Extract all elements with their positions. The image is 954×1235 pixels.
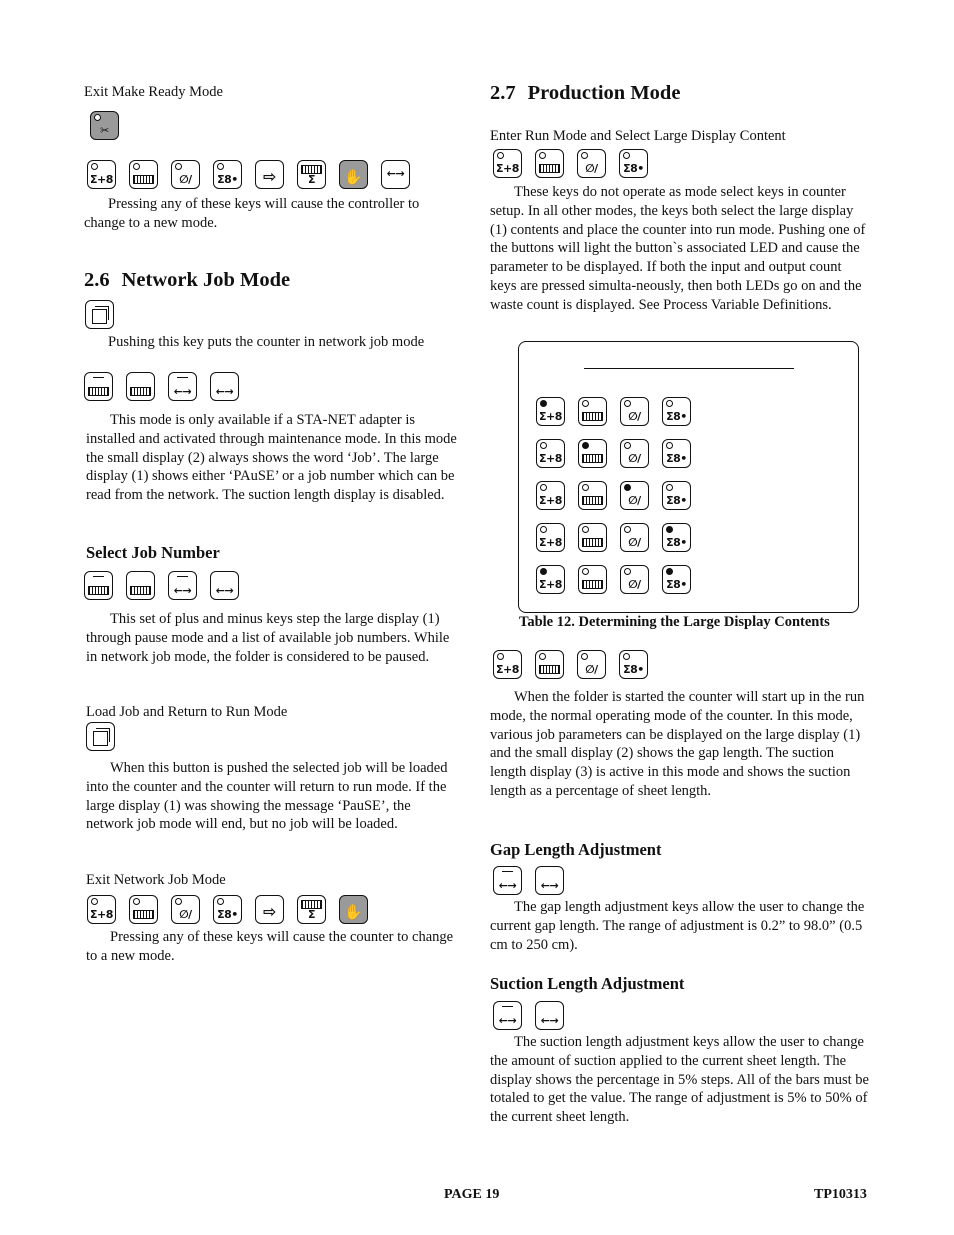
left-right-arrows-icon: ←→ — [386, 167, 405, 180]
slash-icon: ∅/ — [179, 173, 192, 186]
bars-icon — [130, 387, 151, 396]
bars-icon — [582, 496, 603, 505]
output-count-key[interactable] — [619, 149, 648, 178]
led-table-row — [536, 481, 691, 510]
sum-plus-8-icon: Σ+8 — [496, 663, 519, 676]
sum-plus-8-icon: Σ+8 — [539, 410, 562, 423]
bars-icon — [88, 586, 109, 595]
led-on-icon — [540, 568, 547, 575]
gap-keys — [493, 866, 564, 895]
network-plus-minus-keys — [84, 372, 239, 401]
section-number: 2.6 — [84, 269, 110, 291]
gap-minus-key[interactable] — [493, 866, 522, 895]
suction-para: The suction length adjustment keys allow the user to change the amount of suction applied to the current sheet length. The display shows the percentage in 5% steps. All of the bars must be totaled to get the value. The range of adjustment is 5% to 50% of the current sheet length. — [490, 1034, 869, 1126]
count-key — [578, 481, 607, 510]
sum-plus-8-icon: Σ+8 — [90, 173, 113, 186]
suction-minus-key[interactable] — [493, 1001, 522, 1030]
sigma-icon: Σ — [307, 173, 315, 186]
input-count-key — [536, 439, 565, 468]
table-caption: Table 12. Determining the Large Display Contents — [519, 614, 830, 630]
total-key[interactable] — [297, 895, 326, 924]
input-count-key[interactable] — [87, 160, 116, 189]
production-keys-bottom — [493, 650, 648, 679]
sum-8-arrow-icon: Σ8• — [666, 536, 687, 549]
network-job-key[interactable] — [85, 300, 114, 329]
rate-key[interactable] — [577, 149, 606, 178]
page-number: PAGE 19 — [444, 1187, 500, 1202]
gap-plus-key[interactable] — [535, 866, 564, 895]
section-2-7-heading — [490, 82, 680, 105]
count-key — [578, 523, 607, 552]
select-job-keys — [84, 571, 239, 600]
led-off-icon — [582, 484, 589, 491]
output-count-key — [662, 481, 691, 510]
led-table-row — [536, 565, 691, 594]
exit-network-heading: Exit Network Job Mode — [86, 872, 226, 888]
led-table-row — [536, 523, 691, 552]
bars-icon — [130, 586, 151, 595]
led-off-icon — [666, 484, 673, 491]
led-table-row — [536, 397, 691, 426]
network-key-row — [85, 300, 114, 329]
bars-icon — [582, 580, 603, 589]
input-count-key[interactable] — [493, 650, 522, 679]
gap-plus-key[interactable] — [210, 372, 239, 401]
hand-icon: ✋ — [344, 903, 363, 921]
sum-8-arrow-icon: Σ8• — [666, 452, 687, 465]
gap-minus-key[interactable] — [168, 571, 197, 600]
exit-make-ready-label: Exit Make Ready Mode — [84, 84, 223, 100]
rate-key — [620, 439, 649, 468]
sum-8-arrow-icon: Σ8• — [666, 494, 687, 507]
rate-key — [620, 523, 649, 552]
network-icon — [93, 731, 108, 746]
hand-icon: ✋ — [344, 168, 363, 186]
slash-icon: ∅/ — [628, 452, 641, 465]
suction-heading: Suction Length Adjustment — [490, 974, 685, 993]
led-table-row — [536, 439, 691, 468]
rate-key[interactable] — [171, 895, 200, 924]
slash-icon: ∅/ — [628, 578, 641, 591]
count-key[interactable] — [129, 895, 158, 924]
sum-plus-8-icon: Σ+8 — [539, 536, 562, 549]
load-job-key-row — [86, 722, 115, 751]
count-key — [578, 397, 607, 426]
led-off-icon — [582, 526, 589, 533]
sum-8-arrow-icon: Σ8• — [666, 578, 687, 591]
gap-heading: Gap Length Adjustment — [490, 840, 662, 859]
bars-icon — [133, 910, 154, 919]
production-keys-top — [493, 149, 648, 178]
output-count-key — [662, 565, 691, 594]
sum-8-arrow-icon: Σ8• — [217, 173, 238, 186]
load-job-para: When this button is pushed the selected job will be loaded into the counter and the counter will return to run mode. If the large display (1) was showing the message ‘PauSE’, the network job mode will end, but no job will be loaded. — [86, 760, 448, 833]
slash-icon: ∅/ — [628, 536, 641, 549]
sum-plus-8-icon: Σ+8 — [539, 578, 562, 591]
sum-plus-8-icon: Σ+8 — [90, 908, 113, 921]
gap-para: The gap length adjustment keys allow the user to change the current gap length. The range of adjustment is 0.2” to 98.0” (0.5 cm to 250 cm). — [490, 899, 865, 953]
output-count-key[interactable] — [619, 650, 648, 679]
bars-icon — [582, 412, 603, 421]
rate-key — [620, 565, 649, 594]
slash-icon: ∅/ — [179, 908, 192, 921]
production-para: These keys do not operate as mode select keys in counter setup. In all other modes, the keys both select the large display (1) contents and place the counter into run mode. Pushing one of the buttons will light the button`s associated LED and cause the parameter to be displayed. If both the input and output count keys are pressed simulta-neously, then both LEDs go on and the waste count is displayed. See Process Variable Definitions. — [490, 184, 866, 313]
slash-icon: ∅/ — [628, 410, 641, 423]
load-job-heading: Load Job and Return to Run Mode — [86, 704, 288, 720]
select-job-para: This set of plus and minus keys step the large display (1) through pause mode and a list of available job numbers. While in network job mode, the folder is considered to be paused. — [86, 611, 450, 665]
exit-make-ready-keys — [87, 160, 410, 189]
rate-key — [620, 481, 649, 510]
led-off-icon — [540, 484, 547, 491]
minus-key[interactable] — [84, 571, 113, 600]
gap-icon: ←→ — [540, 879, 559, 892]
led-off-icon — [624, 442, 631, 449]
led-on-icon — [540, 400, 547, 407]
led-off-icon — [582, 568, 589, 575]
production-para-2: When the folder is started the counter will start up in the run mode, the normal operating mode of the counter. In this mode, various job parameters can be displayed on the large display (1) and the small display (2) shows the gap length. The suction length display (3) is active in this mode and shows the suction length as a percentage of sheet length. — [490, 689, 865, 799]
arrows-key[interactable] — [381, 160, 410, 189]
led-on-icon — [666, 526, 673, 533]
sum-plus-8-icon: Σ+8 — [496, 162, 519, 175]
enter-run-label: Enter Run Mode and Select Large Display Content — [490, 128, 786, 144]
network-push-text: Pushing this key puts the counter in network job mode — [108, 334, 425, 350]
slash-icon: ∅/ — [585, 162, 598, 175]
bars-icon — [133, 175, 154, 184]
plus-key[interactable] — [126, 372, 155, 401]
select-job-heading: Select Job Number — [86, 543, 220, 562]
input-count-key — [536, 397, 565, 426]
output-count-key[interactable] — [213, 160, 242, 189]
sum-8-arrow-icon: Σ8• — [666, 410, 687, 423]
sum-8-arrow-icon: Σ8• — [623, 162, 644, 175]
stop-key[interactable] — [339, 895, 368, 924]
plus-key[interactable] — [126, 571, 155, 600]
output-count-key — [662, 439, 691, 468]
led-on-icon — [666, 568, 673, 575]
led-on-icon — [582, 442, 589, 449]
sum-plus-8-icon: Σ+8 — [539, 494, 562, 507]
led-off-icon — [624, 526, 631, 533]
enter-key[interactable] — [255, 895, 284, 924]
bars-icon — [539, 164, 560, 173]
led-off-icon — [624, 400, 631, 407]
table-rule — [584, 368, 794, 369]
gap-icon: ←→ — [215, 385, 234, 398]
led-on-icon — [624, 484, 631, 491]
enter-key[interactable] — [255, 160, 284, 189]
network-para: This mode is only available if a STA-NET adapter is installed and activated through maintenance mode. In this mode the small display (2) always shows the word ‘Job’. The large display (1) shows either ‘PAuSE’ or a job number which can be read from the network. The suction length display is disabled. — [86, 412, 457, 504]
sum-plus-8-icon: Σ+8 — [539, 452, 562, 465]
network-icon — [92, 309, 107, 324]
gap-minus-key[interactable] — [168, 372, 197, 401]
gap-icon: ←→ — [215, 584, 234, 597]
suction-keys — [493, 1001, 564, 1030]
count-key[interactable] — [535, 650, 564, 679]
led-off-icon — [582, 400, 589, 407]
led-off-icon — [540, 526, 547, 533]
bars-icon — [539, 665, 560, 674]
input-count-key[interactable] — [493, 149, 522, 178]
input-count-key[interactable] — [87, 895, 116, 924]
gap-plus-key[interactable] — [210, 571, 239, 600]
exit-make-ready-text: Pressing any of these keys will cause the controller to change to a new mode. — [84, 196, 420, 231]
bars-icon — [582, 454, 603, 463]
input-count-key — [536, 523, 565, 552]
gap-icon: ←→ — [498, 879, 517, 892]
suction-icon: ←→ — [498, 1014, 517, 1027]
output-count-key[interactable] — [213, 895, 242, 924]
sigma-icon: Σ — [307, 908, 315, 921]
exit-network-keys — [87, 895, 368, 924]
count-key[interactable] — [535, 149, 564, 178]
make-ready-key-row — [90, 111, 119, 140]
slash-icon: ∅/ — [585, 663, 598, 676]
stop-key[interactable] — [339, 160, 368, 189]
large-display-table — [518, 341, 859, 613]
slash-icon: ∅/ — [628, 494, 641, 507]
total-key[interactable] — [297, 160, 326, 189]
section-number: 2.7 — [490, 82, 516, 104]
led-off-icon — [624, 568, 631, 575]
gap-icon: ←→ — [173, 385, 192, 398]
enter-arrow-icon: ⇨ — [263, 902, 276, 921]
sum-8-arrow-icon: Σ8• — [217, 908, 238, 921]
rate-key[interactable] — [171, 160, 200, 189]
led-off-icon — [666, 400, 673, 407]
bars-icon — [88, 387, 109, 396]
count-key[interactable] — [129, 160, 158, 189]
led-off-icon — [666, 442, 673, 449]
input-count-key — [536, 481, 565, 510]
count-key — [578, 565, 607, 594]
gap-icon: ←→ — [173, 584, 192, 597]
section-2-6-heading — [84, 269, 290, 292]
document-id: TP10313 — [814, 1187, 867, 1202]
bars-icon — [582, 538, 603, 547]
rate-key[interactable] — [577, 650, 606, 679]
output-count-key — [662, 523, 691, 552]
network-job-key[interactable] — [86, 722, 115, 751]
section-title: Production Mode — [527, 82, 681, 104]
exit-network-para: Pressing any of these keys will cause the counter to change to a new mode. — [86, 929, 454, 964]
input-count-key — [536, 565, 565, 594]
minus-key[interactable] — [84, 372, 113, 401]
section-title: Network Job Mode — [121, 269, 291, 291]
output-count-key — [662, 397, 691, 426]
led-off-icon — [540, 442, 547, 449]
make-ready-key[interactable] — [90, 111, 119, 140]
suction-plus-key[interactable] — [535, 1001, 564, 1030]
count-key — [578, 439, 607, 468]
rate-key — [620, 397, 649, 426]
sum-8-arrow-icon: Σ8• — [623, 663, 644, 676]
scissors-icon: ✂ — [100, 124, 109, 137]
enter-arrow-icon: ⇨ — [263, 167, 276, 186]
suction-icon: ←→ — [540, 1014, 559, 1027]
